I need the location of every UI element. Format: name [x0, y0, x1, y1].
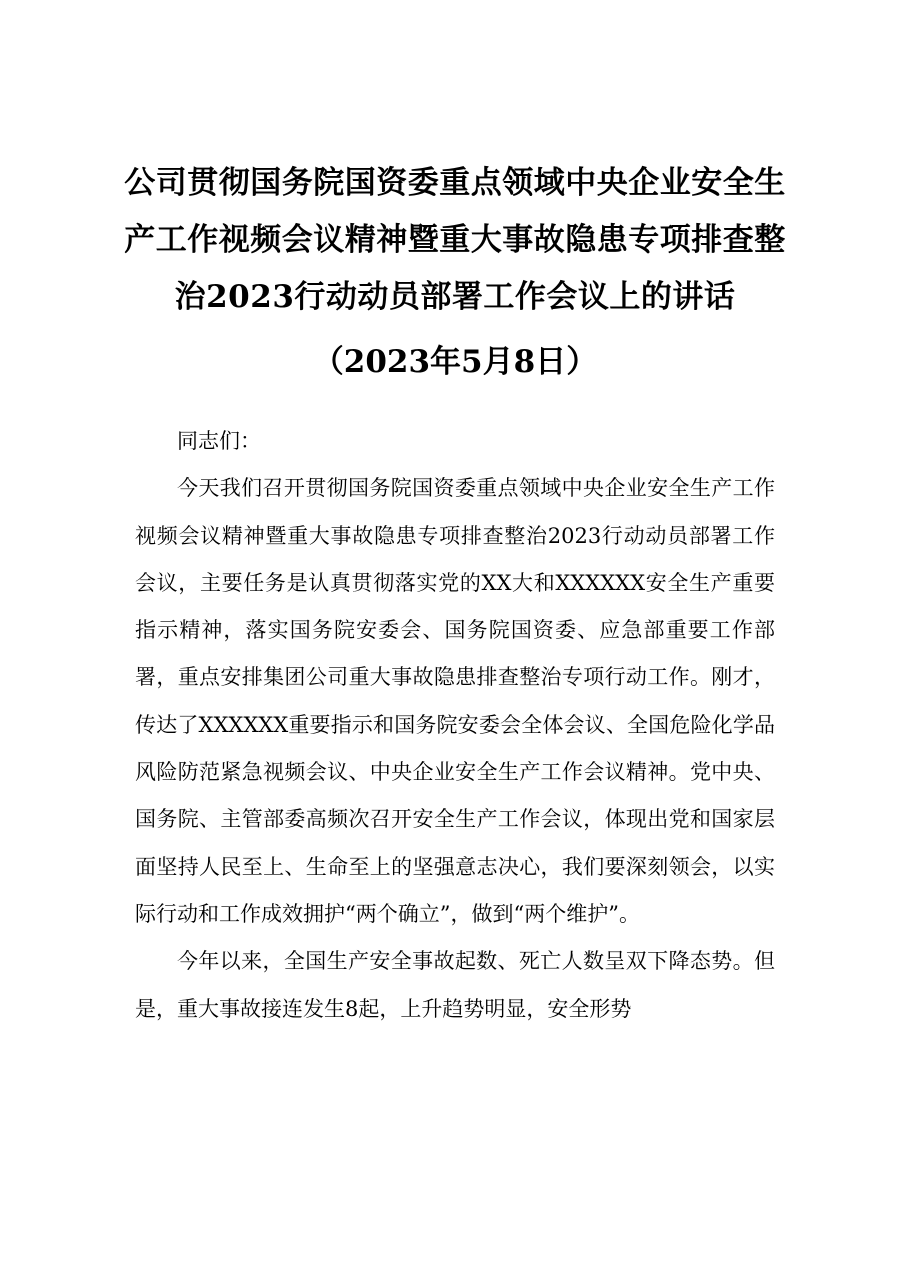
document-date: （2023年5月8日）: [312, 344, 598, 380]
document-title: 公司贯彻国务院国资委重点领域中央企业安全生产工作视频会议精神暨重大事故隐患专项排查整治2023行动动员部署工作会议上的讲话: [124, 165, 786, 315]
salutation: 同志们：: [177, 429, 261, 453]
document-body: [135, 418, 775, 1033]
paragraph-1: 今天我们召开贯彻国务院国资委重点领域中央企业安全生产工作视频会议精神暨重大事故隐患专项排查整治2023行动动员部署工作会议，主要任务是认真贯彻落实党的XX大和XXXXXX安全生产重要指示精神，落实国务院安委会、国务院国资委、应急部重要工作部署，重点安排集团公司重大事故隐患排查整治专项行动工作。刚才，传达了XXXXXX重要指示和国务院安委会全体会议、全国危险化学品风险防范紧急视频会议、中央企业安全生产工作会议精神。党中央、国务院、主管部委高频次召开安全生产工作会议，体现出党和国家层面坚持人民至上、生命至上的坚强意志决心，我们要深刻领会，以实际行动和工作成效拥护“两个确立”，做到“两个维护”。: [135, 476, 775, 926]
paragraph-2: 今年以来，全国生产安全事故起数、死亡人数呈双下降态势。但是，重大事故接连发生8起，上升趋势明显，安全形势: [135, 949, 775, 1021]
